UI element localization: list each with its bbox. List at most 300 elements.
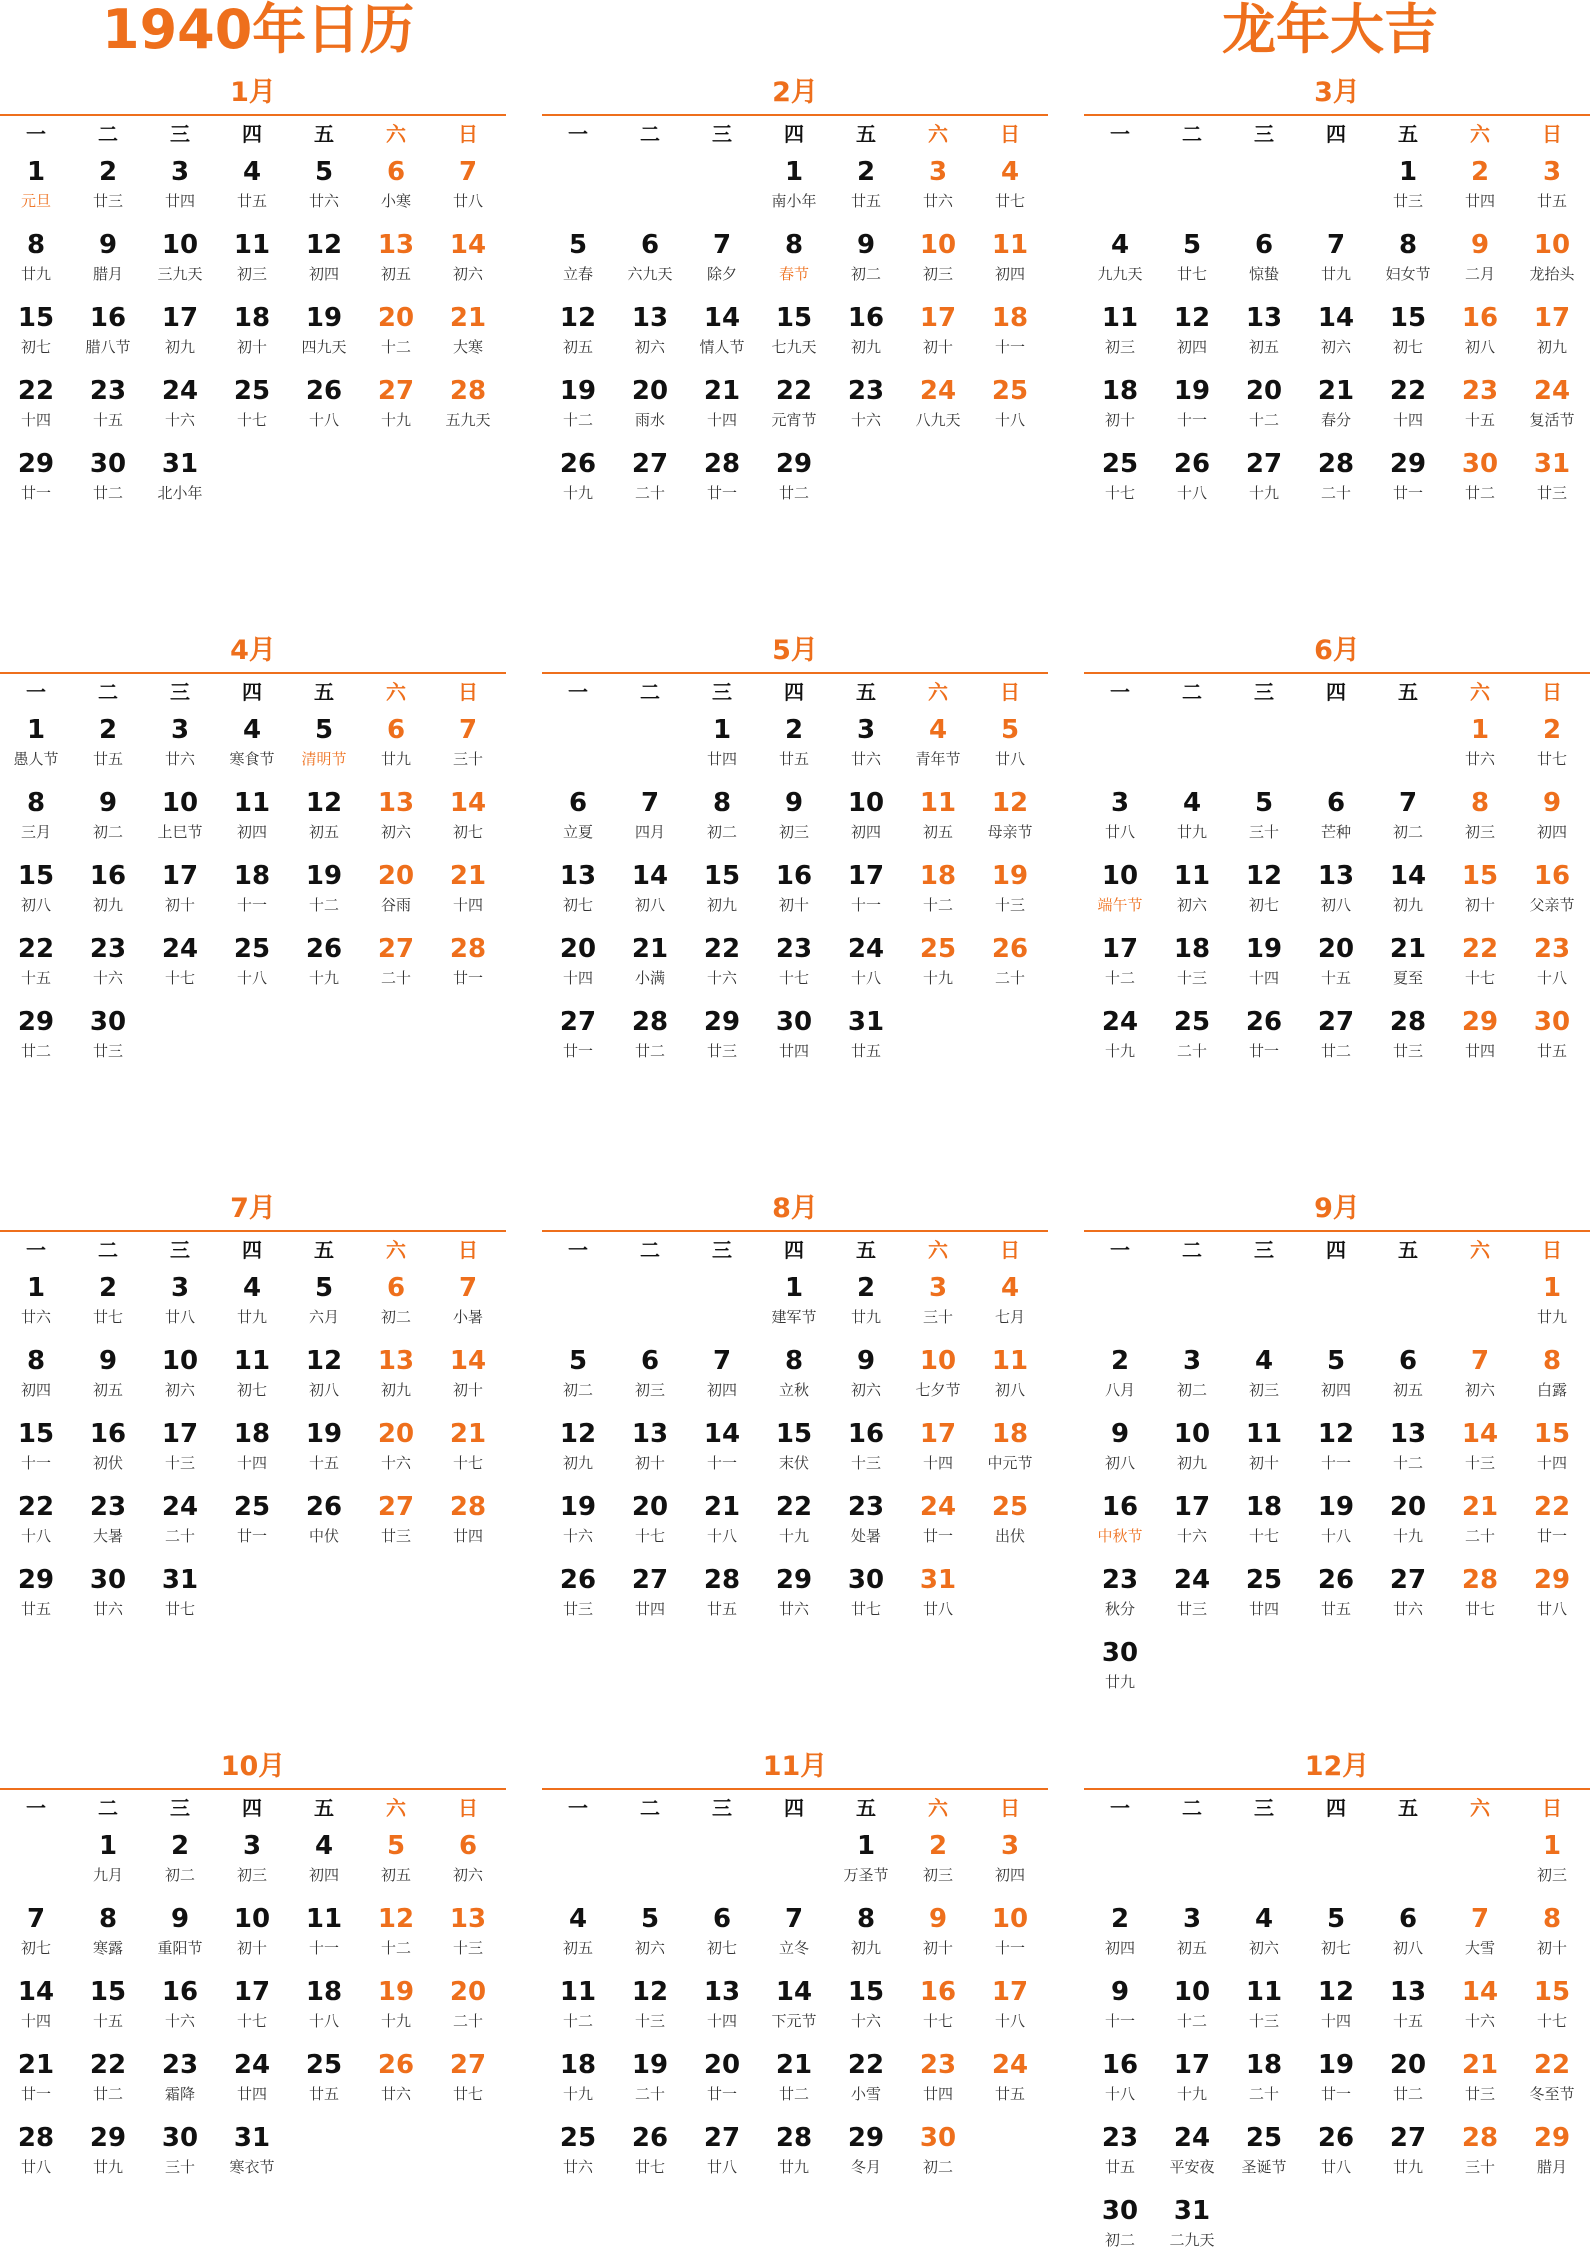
lunar-date: 初十 (922, 338, 953, 356)
day-number: 22 (17, 376, 55, 406)
day-number: 21 (1389, 934, 1427, 964)
day-number: 19 (559, 1492, 597, 1522)
day-number: 14 (1461, 1419, 1499, 1449)
lunar-date: 廿二 (634, 1042, 665, 1060)
lunar-date: 秋分 (1104, 1600, 1135, 1618)
day-cell (902, 226, 974, 299)
day-number: 12 (305, 230, 343, 260)
day-cell (830, 1415, 902, 1488)
day-cell (974, 930, 1046, 1003)
weekday-label: 四 (784, 1238, 804, 1262)
lunar-date: 廿六 (850, 750, 881, 768)
day-number: 4 (1182, 788, 1202, 818)
day-cell (1516, 372, 1588, 445)
day-number: 30 (1461, 449, 1499, 479)
day-cell (1372, 1003, 1444, 1076)
day-number: 24 (1173, 2123, 1211, 2153)
day-number: 20 (559, 934, 597, 964)
weekday-label: 五 (1398, 1238, 1418, 1262)
day-cell (1444, 711, 1516, 784)
day-number: 3 (928, 1273, 948, 1303)
day-number: 23 (775, 934, 813, 964)
day-cell (1300, 1561, 1372, 1634)
day-number: 29 (17, 1007, 55, 1037)
lunar-date: 初四 (994, 1866, 1025, 1884)
day-number: 9 (1110, 1977, 1130, 2007)
day-cell (1300, 226, 1372, 299)
lunar-date: 十六 (164, 411, 195, 429)
day-cell (216, 711, 288, 784)
lunar-date: 廿九 (1536, 1308, 1567, 1326)
day-cell (360, 1900, 432, 1973)
day-cell (72, 153, 144, 226)
lunar-date: 初十 (922, 1939, 953, 1957)
lunar-date: 十三 (994, 896, 1025, 914)
day-cell (1372, 1342, 1444, 1415)
lunar-date: 廿五 (92, 750, 123, 768)
day-cell (1516, 784, 1588, 857)
lunar-date: 十四 (1320, 2012, 1351, 2030)
lunar-date: 十八 (994, 2012, 1025, 2030)
day-cell (0, 1973, 72, 2046)
lunar-date: 廿三 (92, 1042, 123, 1060)
day-cell (614, 2046, 686, 2119)
lunar-date: 廿三 (1464, 2085, 1495, 2103)
day-cell (144, 299, 216, 372)
day-cell (1372, 445, 1444, 518)
day-cell (686, 372, 758, 445)
lunar-date: 七月 (994, 1308, 1025, 1326)
day-number: 10 (161, 230, 199, 260)
day-cell (72, 445, 144, 518)
day-cell (0, 372, 72, 445)
lunar-date: 廿三 (1536, 484, 1567, 502)
day-cell (758, 1415, 830, 1488)
lunar-date: 立冬 (778, 1939, 809, 1957)
day-number: 31 (847, 1007, 885, 1037)
day-cell (1516, 1415, 1588, 1488)
weekday-label: 四 (784, 122, 804, 146)
lunar-date: 廿五 (1104, 2158, 1135, 2176)
day-number: 6 (712, 1904, 732, 1934)
day-cell (542, 1900, 614, 1973)
lunar-date: 廿三 (706, 1042, 737, 1060)
day-cell (1444, 1900, 1516, 1973)
day-number: 26 (1173, 449, 1211, 479)
day-number: 27 (631, 1565, 669, 1595)
weekday-header (1084, 116, 1590, 153)
day-cell (1444, 1561, 1516, 1634)
day-cell (288, 1973, 360, 2046)
day-number: 9 (1470, 230, 1490, 260)
day-number: 26 (1245, 1007, 1283, 1037)
day-number: 26 (559, 449, 597, 479)
month-block (542, 633, 1048, 1060)
day-cell (144, 2119, 216, 2192)
day-cell (1228, 445, 1300, 518)
day-number: 21 (1461, 1492, 1499, 1522)
day-number: 13 (377, 1346, 415, 1376)
day-cell (830, 784, 902, 857)
day-cell (758, 784, 830, 857)
lunar-date: 廿七 (994, 192, 1025, 210)
lunar-date: 下元节 (771, 2012, 817, 2030)
day-cell (974, 1827, 1046, 1900)
lunar-date: 廿六 (1464, 750, 1495, 768)
lunar-date: 初七 (706, 1939, 737, 1957)
day-cell (72, 1488, 144, 1561)
weekday-label: 一 (568, 1796, 588, 1820)
weekday-label: 日 (458, 680, 478, 704)
weekday-label: 六 (928, 1238, 948, 1262)
day-number: 23 (1533, 934, 1571, 964)
day-cell (0, 1415, 72, 1488)
day-cell (830, 372, 902, 445)
lunar-date: 初九 (1536, 338, 1567, 356)
lunar-date: 十五 (92, 2012, 123, 2030)
day-number: 25 (233, 934, 271, 964)
day-number: 14 (703, 303, 741, 333)
day-number: 13 (631, 303, 669, 333)
lunar-date: 三九天 (157, 265, 203, 283)
day-cell (902, 1973, 974, 2046)
day-number: 21 (703, 1492, 741, 1522)
lunar-date: 小满 (634, 969, 665, 987)
lunar-date: 初十 (1536, 1939, 1567, 1957)
day-cell (360, 372, 432, 445)
lunar-date: 廿一 (1536, 1527, 1567, 1545)
lunar-date: 十六 (1176, 1527, 1207, 1545)
month-title: 5月 (772, 635, 818, 666)
weekday-header (542, 674, 1048, 711)
day-cell (1444, 226, 1516, 299)
day-number: 27 (1389, 1565, 1427, 1595)
day-number: 8 (98, 1904, 118, 1934)
day-number: 9 (98, 1346, 118, 1376)
lunar-date: 初六 (634, 338, 665, 356)
lunar-date: 妇女节 (1385, 265, 1431, 283)
day-cell (974, 226, 1046, 299)
lunar-date: 十一 (1320, 1454, 1351, 1472)
lunar-date: 十三 (1248, 2012, 1279, 2030)
day-number: 10 (161, 1346, 199, 1376)
day-number: 3 (1182, 1904, 1202, 1934)
day-cell (830, 299, 902, 372)
lunar-date: 十三 (1176, 969, 1207, 987)
lunar-date: 十六 (706, 969, 737, 987)
day-number: 15 (1461, 861, 1499, 891)
lunar-date: 平安夜 (1169, 2158, 1215, 2176)
day-number: 14 (1461, 1977, 1499, 2007)
day-cell (360, 1488, 432, 1561)
lunar-date: 大寒 (452, 338, 483, 356)
day-number: 6 (568, 788, 588, 818)
day-cell (902, 372, 974, 445)
day-cell (614, 1561, 686, 1634)
lunar-date: 十九 (922, 969, 953, 987)
lunar-date: 十四 (452, 896, 483, 914)
day-cell (758, 2046, 830, 2119)
day-cell (1228, 2046, 1300, 2119)
day-number: 19 (1245, 934, 1283, 964)
day-number: 30 (1101, 1638, 1139, 1668)
lunar-date: 廿七 (92, 1308, 123, 1326)
day-cell (758, 1003, 830, 1076)
day-cell (144, 1269, 216, 1342)
day-cell (144, 226, 216, 299)
weekday-header (0, 674, 506, 711)
day-cell (1228, 1900, 1300, 1973)
day-number: 25 (1173, 1007, 1211, 1037)
day-cell (288, 784, 360, 857)
day-number: 20 (1245, 376, 1283, 406)
day-number: 3 (1542, 157, 1562, 187)
day-cell (830, 1973, 902, 2046)
lunar-date: 十九 (778, 1527, 809, 1545)
day-number: 6 (458, 1831, 478, 1861)
day-cell (758, 372, 830, 445)
day-number: 3 (170, 1273, 190, 1303)
day-number: 8 (1470, 788, 1490, 818)
day-cell (360, 711, 432, 784)
day-number: 5 (314, 1273, 334, 1303)
day-number: 30 (1533, 1007, 1571, 1037)
day-number: 16 (1101, 2050, 1139, 2080)
lunar-date: 十三 (452, 1939, 483, 1957)
lunar-date: 初三 (1464, 823, 1495, 841)
day-number: 27 (449, 2050, 487, 2080)
day-number: 11 (233, 230, 271, 260)
day-number: 2 (928, 1831, 948, 1861)
month-title: 4月 (230, 635, 276, 666)
lunar-date: 初九 (380, 1381, 411, 1399)
weekday-label: 一 (1110, 1796, 1130, 1820)
day-number: 19 (1173, 376, 1211, 406)
day-cell (288, 226, 360, 299)
lunar-date: 初四 (1536, 823, 1567, 841)
lunar-date: 十二 (922, 896, 953, 914)
day-number: 28 (631, 1007, 669, 1037)
day-cell (1228, 784, 1300, 857)
day-cell (1084, 857, 1156, 930)
day-number: 20 (631, 1492, 669, 1522)
day-number: 11 (1173, 861, 1211, 891)
day-number: 1 (1470, 715, 1490, 745)
day-number: 5 (1182, 230, 1202, 260)
lunar-date: 十五 (1464, 411, 1495, 429)
lunar-date: 廿八 (1320, 2158, 1351, 2176)
lunar-date: 廿二 (778, 2085, 809, 2103)
weekday-label: 三 (170, 1796, 190, 1820)
day-number: 23 (847, 1492, 885, 1522)
lunar-date: 十七 (1464, 969, 1495, 987)
lunar-date: 十六 (850, 411, 881, 429)
lunar-date: 廿六 (922, 192, 953, 210)
weekday-label: 五 (314, 122, 334, 146)
lunar-date: 廿八 (706, 2158, 737, 2176)
day-number: 3 (1182, 1346, 1202, 1376)
lunar-date: 廿八 (994, 750, 1025, 768)
day-number: 16 (1461, 303, 1499, 333)
day-cell (902, 1900, 974, 1973)
lunar-date: 三十 (452, 750, 483, 768)
day-number: 23 (89, 1492, 127, 1522)
lunar-date: 初五 (922, 823, 953, 841)
day-number: 1 (856, 1831, 876, 1861)
day-cell (1444, 1415, 1516, 1488)
lunar-date: 廿九 (92, 2158, 123, 2176)
day-number: 19 (631, 2050, 669, 2080)
day-cell (758, 1900, 830, 1973)
day-cell (686, 1003, 758, 1076)
day-cell (614, 1342, 686, 1415)
day-cell (758, 857, 830, 930)
weekday-label: 五 (314, 1238, 334, 1262)
day-number: 5 (314, 715, 334, 745)
lunar-date: 初三 (1248, 1381, 1279, 1399)
day-number: 16 (89, 303, 127, 333)
lunar-date: 十二 (380, 338, 411, 356)
lunar-date: 初三 (922, 265, 953, 283)
lunar-date: 十七 (1536, 2012, 1567, 2030)
day-number: 20 (631, 376, 669, 406)
day-cell (830, 1561, 902, 1634)
weekday-label: 二 (98, 1238, 118, 1262)
day-cell (902, 1561, 974, 1634)
day-cell (1444, 1488, 1516, 1561)
lunar-date: 腊八节 (85, 338, 131, 356)
day-cell (1084, 784, 1156, 857)
month-block (0, 1191, 506, 1618)
day-cell (1516, 1342, 1588, 1415)
lunar-date: 清明节 (301, 750, 347, 768)
day-cell (0, 1488, 72, 1561)
lunar-date: 廿五 (236, 192, 267, 210)
day-number: 14 (449, 788, 487, 818)
day-cell (1444, 372, 1516, 445)
day-number: 26 (377, 2050, 415, 2080)
day-cell (1372, 2046, 1444, 2119)
lunar-date: 廿五 (1536, 192, 1567, 210)
day-cell (542, 226, 614, 299)
day-cell (144, 1973, 216, 2046)
day-cell (0, 226, 72, 299)
day-number: 7 (1470, 1904, 1490, 1934)
lunar-date: 大雪 (1464, 1939, 1495, 1957)
day-number: 4 (242, 715, 262, 745)
day-number: 18 (305, 1977, 343, 2007)
day-number: 12 (305, 788, 343, 818)
lunar-date: 十四 (20, 411, 51, 429)
month-title: 12月 (1304, 1751, 1370, 1782)
day-number: 8 (784, 230, 804, 260)
day-cell (216, 2046, 288, 2119)
day-cell (902, 1488, 974, 1561)
day-number: 8 (26, 1346, 46, 1376)
day-cell (144, 857, 216, 930)
month-block (1084, 1191, 1590, 1691)
lunar-date: 廿六 (1392, 1600, 1423, 1618)
day-cell (144, 153, 216, 226)
lunar-date: 初三 (236, 265, 267, 283)
day-cell (360, 299, 432, 372)
day-number: 25 (1245, 1565, 1283, 1595)
lunar-date: 建军节 (771, 1308, 817, 1326)
weekday-label: 日 (1542, 122, 1562, 146)
lunar-date: 廿七 (1464, 1600, 1495, 1618)
day-number: 8 (26, 788, 46, 818)
lunar-date: 廿六 (164, 750, 195, 768)
day-number: 29 (703, 1007, 741, 1037)
day-number: 31 (1173, 2196, 1211, 2226)
day-number: 25 (233, 376, 271, 406)
day-cell (1372, 299, 1444, 372)
day-cell (542, 1973, 614, 2046)
day-cell (72, 711, 144, 784)
day-cell (216, 153, 288, 226)
day-cell (360, 1342, 432, 1415)
lunar-date: 初十 (236, 1939, 267, 1957)
day-cell (1084, 2119, 1156, 2192)
lunar-date: 二十 (634, 2085, 665, 2103)
day-number: 27 (377, 934, 415, 964)
day-number: 11 (1101, 303, 1139, 333)
day-number: 24 (1533, 376, 1571, 406)
lunar-date: 六九天 (627, 265, 673, 283)
weekday-label: 四 (1326, 122, 1346, 146)
day-number: 16 (1101, 1492, 1139, 1522)
lunar-date: 十四 (20, 2012, 51, 2030)
lunar-date: 廿一 (452, 969, 483, 987)
day-cell (614, 857, 686, 930)
day-cell (144, 1342, 216, 1415)
day-number: 30 (919, 2123, 957, 2153)
day-number: 31 (161, 449, 199, 479)
lunar-date: 中元节 (987, 1454, 1033, 1472)
day-number: 23 (1461, 376, 1499, 406)
day-number: 2 (1110, 1904, 1130, 1934)
lunar-date: 端午节 (1097, 896, 1143, 914)
lunar-date: 初七 (1248, 896, 1279, 914)
day-number: 15 (1389, 303, 1427, 333)
day-cell (360, 153, 432, 226)
day-cell (0, 784, 72, 857)
day-cell (614, 372, 686, 445)
lunar-date: 十四 (236, 1454, 267, 1472)
day-number: 26 (305, 1492, 343, 1522)
day-cell (72, 226, 144, 299)
weekday-label: 一 (1110, 680, 1130, 704)
lunar-date: 廿七 (850, 1600, 881, 1618)
day-number: 5 (1000, 715, 1020, 745)
day-cell (0, 1342, 72, 1415)
day-number: 6 (640, 230, 660, 260)
lunar-date: 廿七 (452, 2085, 483, 2103)
lunar-date: 十六 (562, 1527, 593, 1545)
day-cell (72, 857, 144, 930)
day-number: 2 (1542, 715, 1562, 745)
lunar-date: 廿一 (562, 1042, 593, 1060)
lunar-date: 腊月 (1536, 2158, 1567, 2176)
day-number: 7 (784, 1904, 804, 1934)
day-cell (216, 372, 288, 445)
day-cell (830, 930, 902, 1003)
lunar-date: 三十 (1464, 2158, 1495, 2176)
lunar-date: 廿六 (92, 1600, 123, 1618)
day-cell (1228, 1415, 1300, 1488)
day-number: 28 (775, 2123, 813, 2153)
lunar-date: 初十 (778, 896, 809, 914)
